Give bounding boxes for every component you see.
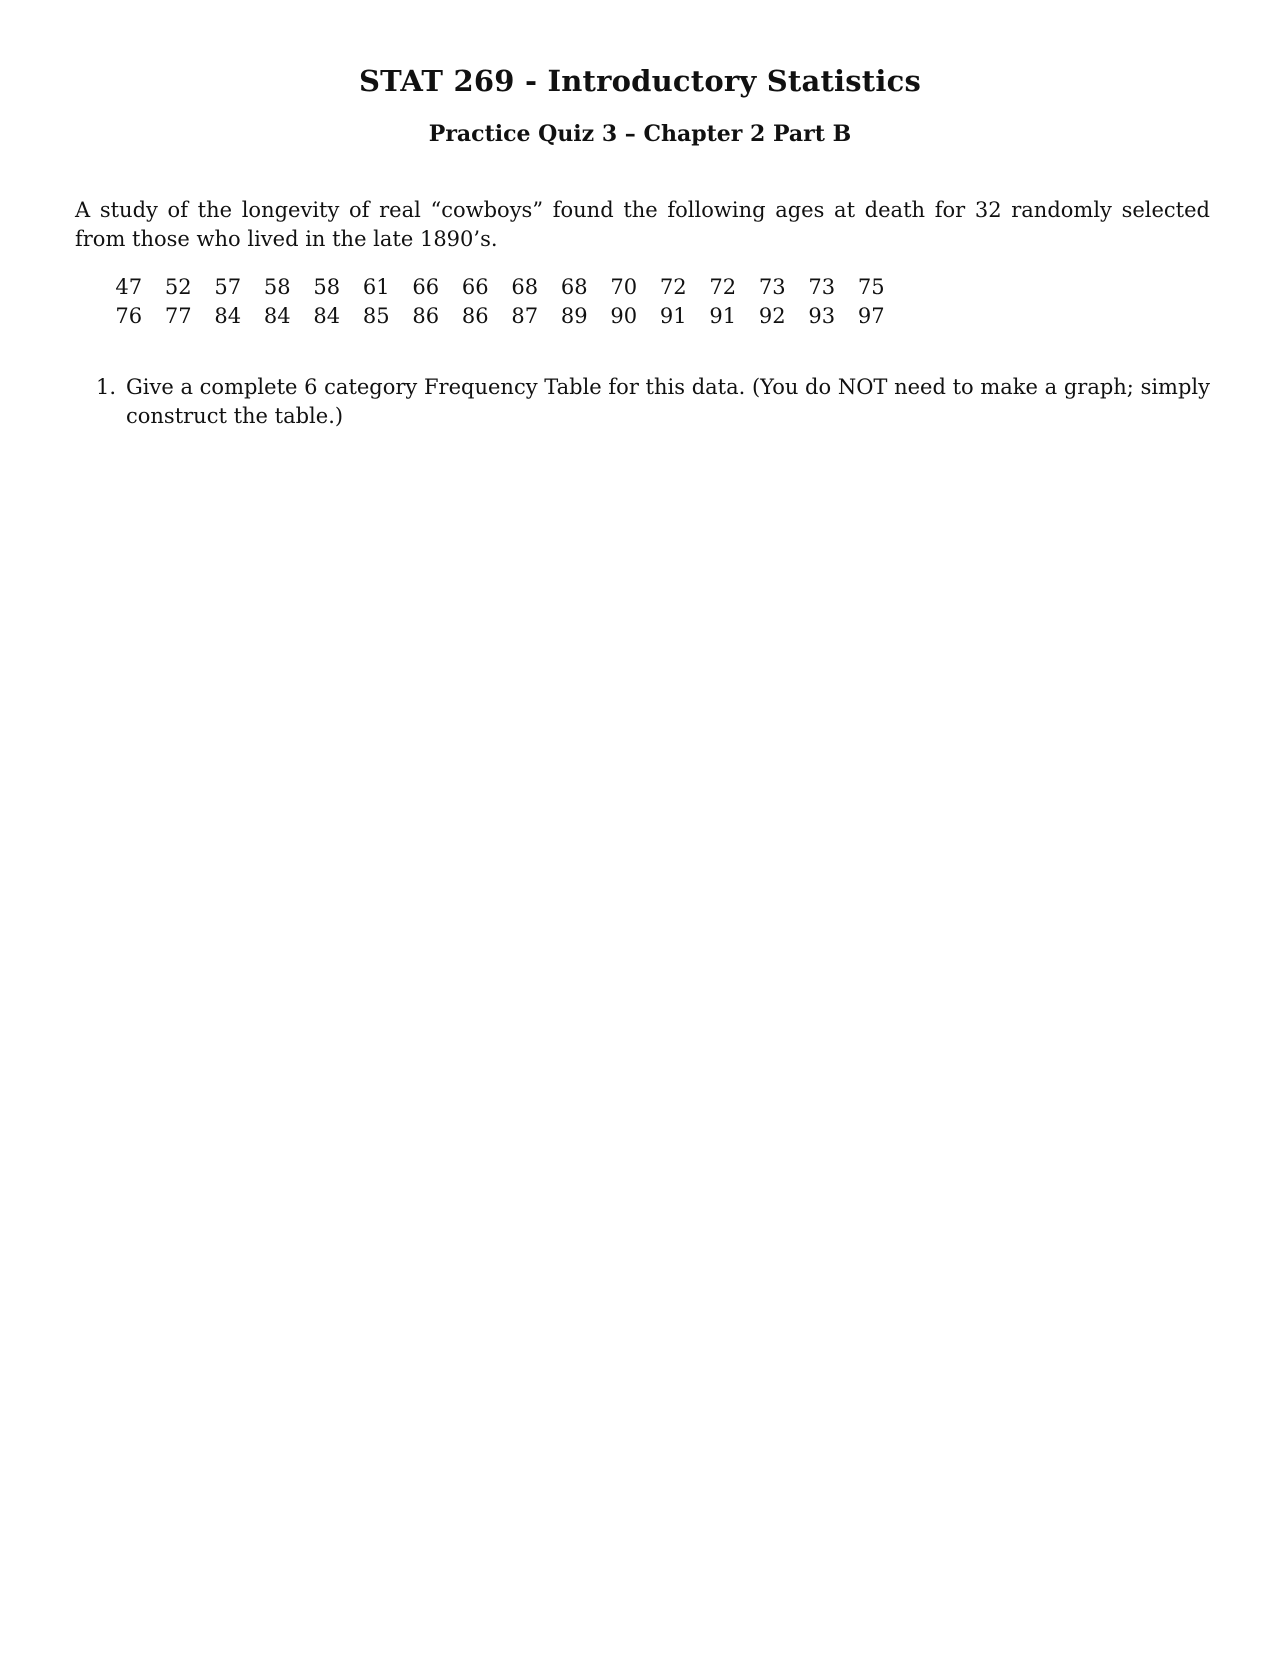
data-cell: 89 — [560, 303, 588, 328]
data-cell: 86 — [461, 303, 489, 328]
data-cell: 73 — [808, 274, 836, 299]
data-cell: 84 — [313, 303, 341, 328]
ages-data-table — [104, 272, 896, 330]
data-cell: 86 — [412, 303, 440, 328]
data-cell: 84 — [263, 303, 291, 328]
data-cell: 72 — [709, 274, 737, 299]
data-cell: 97 — [857, 303, 885, 328]
data-cell: 76 — [115, 303, 143, 328]
data-cell: 66 — [461, 274, 489, 299]
data-cell: 70 — [610, 274, 638, 299]
data-cell: 75 — [857, 274, 885, 299]
intro-paragraph: A study of the longevity of real “cowboys” found the following ages at death for 32 randomly selected from those who lived in the late 1890’s. — [75, 198, 1210, 251]
data-cell: 85 — [362, 303, 390, 328]
data-cell: 68 — [560, 274, 588, 299]
data-cell: 68 — [511, 274, 539, 299]
data-cell: 73 — [758, 274, 786, 299]
data-cell: 87 — [511, 303, 539, 328]
data-cell: 58 — [313, 274, 341, 299]
data-cell: 52 — [164, 274, 192, 299]
data-cell: 57 — [214, 274, 242, 299]
data-cell: 84 — [214, 303, 242, 328]
question-1 — [96, 373, 1210, 431]
data-cell: 91 — [709, 303, 737, 328]
page-subtitle: Practice Quiz 3 – Chapter 2 Part B — [428, 121, 852, 147]
data-cell: 66 — [412, 274, 440, 299]
data-cell: 93 — [808, 303, 836, 328]
data-cell: 92 — [758, 303, 786, 328]
page-title: STAT 269 - Introductory Statistics — [358, 64, 921, 98]
question-text: Give a complete 6 category Frequency Table for this data. (You do NOT need to make a graph; simply construct the table.) — [126, 375, 1210, 428]
data-row — [104, 301, 896, 330]
data-cell: 47 — [115, 274, 143, 299]
data-cell: 91 — [659, 303, 687, 328]
data-cell: 58 — [263, 274, 291, 299]
data-cell: 72 — [659, 274, 687, 299]
data-row — [104, 272, 896, 301]
data-cell: 61 — [362, 274, 390, 299]
data-cell: 77 — [164, 303, 192, 328]
question-number: 1. — [96, 375, 117, 399]
data-cell: 90 — [610, 303, 638, 328]
